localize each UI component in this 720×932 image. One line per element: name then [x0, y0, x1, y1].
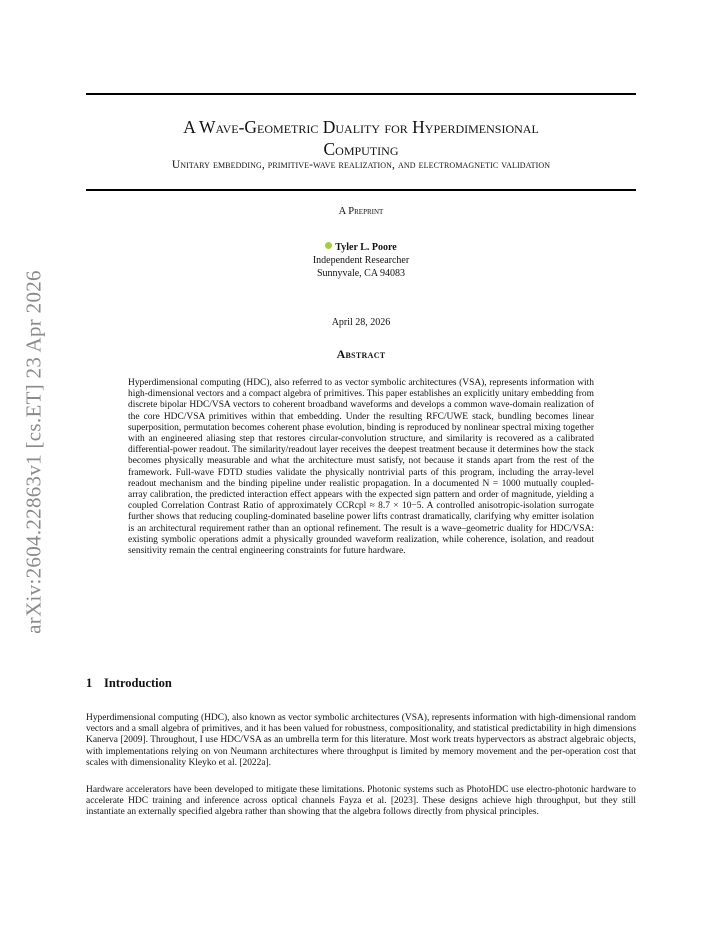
arxiv-stamp — [14, 262, 54, 642]
author-name: Tyler L. Poore — [335, 242, 397, 253]
arxiv-stamp-text: arXiv:2604.22863v1 [cs.ET] 23 Apr 2026 — [21, 270, 46, 634]
paper-subtitle: Unitary embedding, primitive-wave realization, and electromagnetic validation — [171, 159, 551, 171]
author-location: Sunnyvale, CA 94083 — [316, 268, 406, 279]
section-title: Introduction — [104, 676, 172, 690]
bottom-rule — [86, 189, 636, 191]
top-rule — [86, 93, 636, 95]
section-number: 1 — [86, 676, 93, 690]
author-name-line — [86, 242, 636, 253]
title-line-2: Computing — [323, 139, 399, 159]
author-affiliation: Independent Researcher — [312, 255, 410, 266]
intro-paragraph-2: Hardware accelerators have been developed to mitigate these limitations. Photonic systems such as PhotoHDC use electro-photonic hardware to accelerate HDC training and inference across optical channels Fayza et al. [2023]. These designs achieve high throughput, but they still instantiate an externally specified algebra rather than showing that the algebra follows directly from physical principles. — [86, 785, 636, 818]
preprint-label: A Preprint — [338, 206, 384, 217]
abstract-heading: Abstract — [336, 347, 386, 361]
abstract-text: Hyperdimensional computing (HDC), also referred to as vector symbolic architectures (VSA), represents information with high-dimensional vectors and a compact algebra of primitives. This paper establishes an explicitly unitary embedding from discrete bipolar HDC/VSA vectors to coherent broadband waveforms and develops a common wave-domain realization of the core HDC/VSA primitives within that embedding. Under the resulting RFC/UWE stack, bundling becomes linear superposition, permutation becomes coherent phase evolution, binding is reproduced by nonlinear spectral mixing together with an engineered aliasing step that restores circular-convolution structure, and similarity is recovered as a calibrated differential-power readout. The similarity/readout layer receives the deepest treatment because it determines how the stack becomes physically measurable and what the architecture must satisfy, not because it stands apart from the rest of the framework. Full-wave FDTD studies validate the physically nontrivial parts of this program, including the array-level readout mechanism and the binding pipeline under realistic propagation. In a documented N = 1000 mutually coupled-array calibration, the predicted interaction effect appears with the expected sign pattern and order of magnitude, yielding a coupled Correlation Contrast Ratio of approximately CCRcpl ≈ 8.7 × 10−5. A controlled anisotropic-isolation surrogate further shows that reducing coupling-dominated baseline power lifts contrast dramatically, clarifying why emitter isolation is an architectural requirement rather than an optional refinement. The result is a wave–geometric duality for HDC/VSA: existing symbolic operations admit a physically grounded waveform realization, while coherence, isolation, and readout sensitivity remain the central engineering constraints for future hardware. — [128, 378, 594, 557]
intro-paragraph-1: Hyperdimensional computing (HDC), also known as vector symbolic architectures (VSA), represents information with high-dimensional random vectors and a small algebra of primitives, and it has been valued for robustness, compositionality, and statistical predictability in high dimensions Kanerva [2009]. Throughout, I use HDC/VSA as an umbrella term for this literature. Most work treats hypervectors as abstract algebraic objects, with implementations relying on von Neumann architectures where throughput is limited by memory movement and the per-operation cost that scales with dimensionality Kleyko et al. [2022a]. — [86, 713, 636, 768]
paper-date: April 28, 2026 — [331, 317, 391, 328]
orcid-icon[interactable] — [325, 242, 332, 249]
title-line-1: A Wave-Geometric Duality for Hyperdimensional — [183, 117, 539, 137]
paper-title — [86, 116, 636, 160]
section-heading — [86, 676, 172, 691]
